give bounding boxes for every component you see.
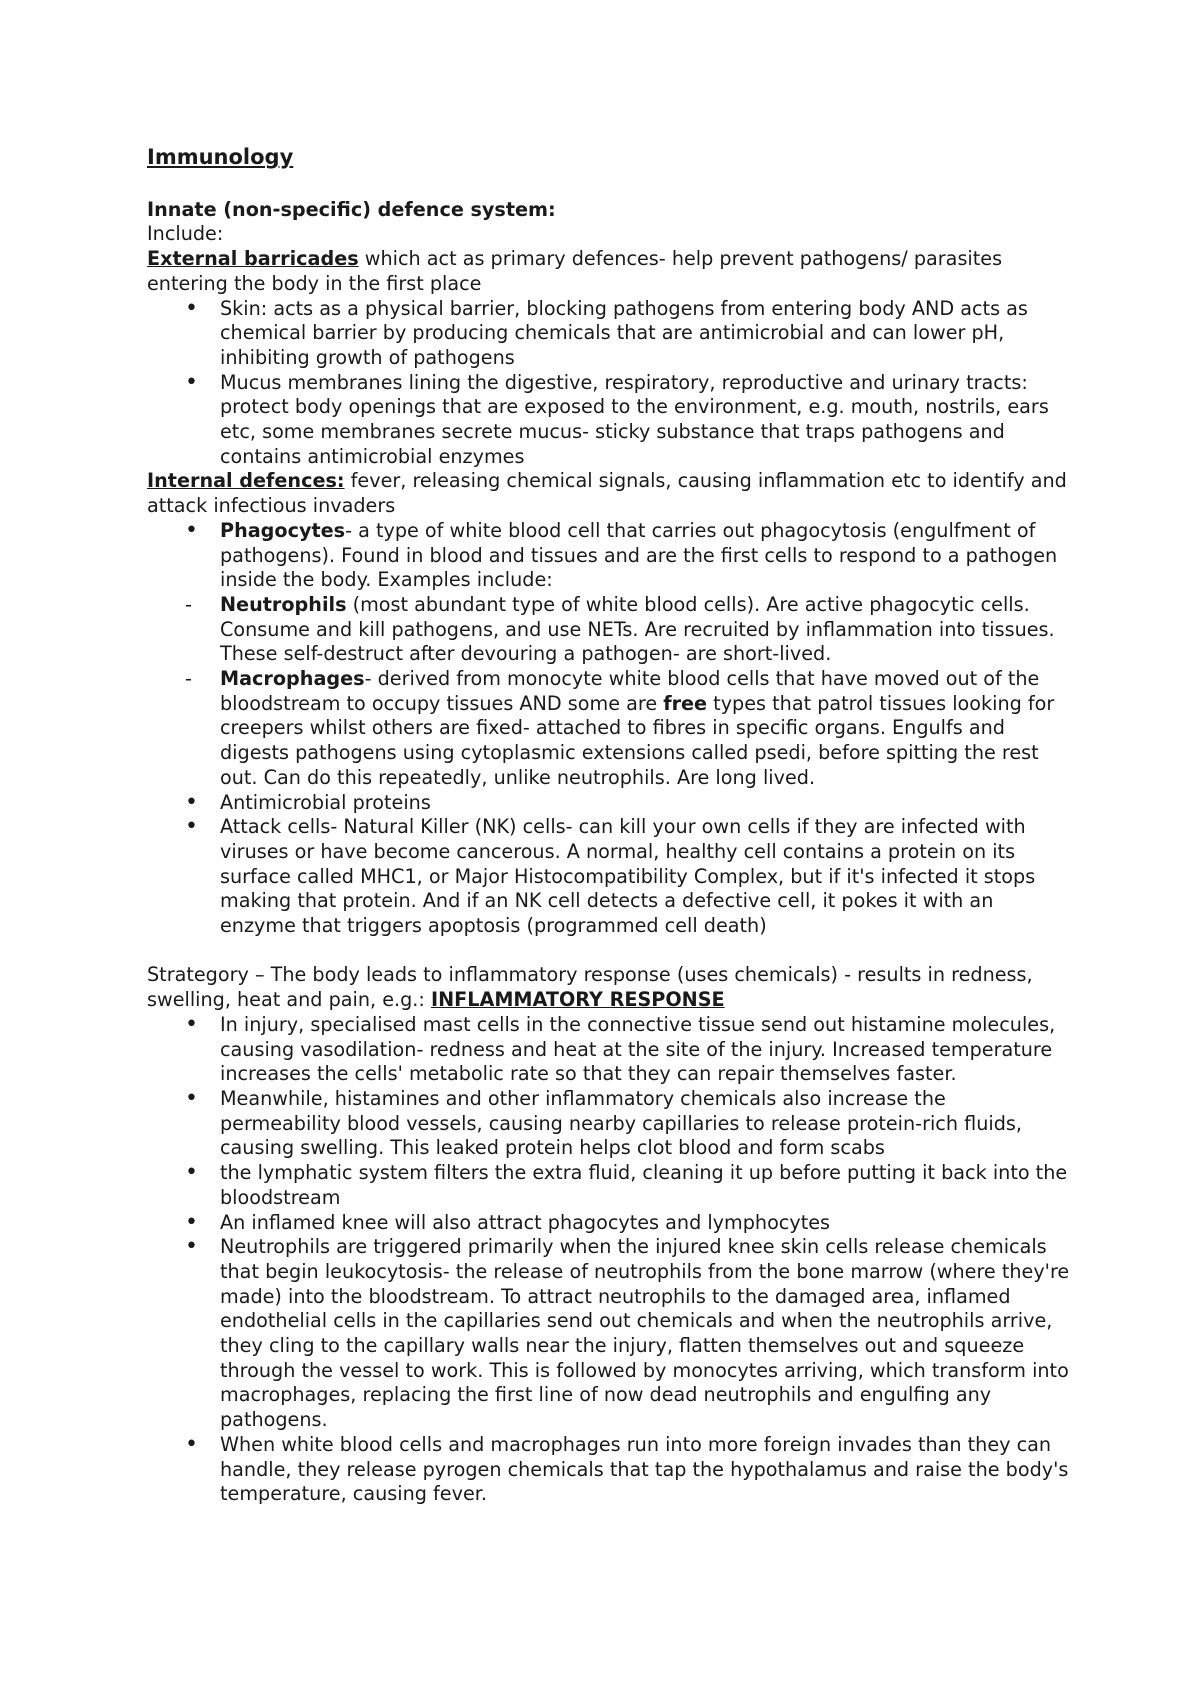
list-item-text: - a type of white blood cell that carries out phagocytosis (engulfment of pathogens). Found in blood and tissues and are the first cells to respond to a pathogen inside the body. Examples include: — [220, 518, 1058, 592]
list-item-text: Attack cells- Natural Killer (NK) cells- can kill your own cells if they are infected with viruses or have become cancerous. A normal, healthy cell contains a protein on its surface called MHC1, or Major Histocompatibility Complex, but if it's infected it stops making that protein. And if an NK cell detects a defective cell, it pokes it with an enzyme that triggers apoptosis (programmed cell death) — [220, 815, 1036, 938]
external-paragraph — [147, 247, 1072, 296]
dash-icon — [185, 667, 205, 692]
list-item — [147, 1433, 1072, 1507]
list-item-phagocytes — [147, 519, 1072, 593]
bullet-icon — [185, 1433, 205, 1458]
bullet-icon — [185, 297, 205, 322]
bullet-icon — [185, 815, 205, 840]
inflammatory-list — [147, 1013, 1072, 1507]
list-item-mucus — [147, 371, 1072, 470]
list-item-text: Mucus membranes lining the digestive, respiratory, reproductive and urinary tracts: protect body openings that are exposed to the environment, e.g. mouth, nostrils, ears etc, some membranes secrete mucus- sticky substance that traps pathogens and contains antimicrobial enzymes — [220, 370, 1049, 468]
strategy-text: Strategory – The body leads to inflammatory response (uses chemicals) - results in redness, swelling, heat and pain, e.g.: — [147, 963, 1033, 1012]
list-item — [147, 1013, 1072, 1087]
spacer — [147, 939, 1072, 964]
bullet-icon — [185, 791, 205, 816]
list-item-text: Neutrophils are triggered primarily when the injured knee skin cells release chemicals that begin leukocytosis- the release of neutrophils from the bone marrow (where they're made) into the bloodstream. To attract neutrophils to the damaged area, inflamed endothelial cells in the capillaries send out chemicals and when the neutrophils arrive, they cling to the capillary walls near the injury, flatten themselves out and squeeze through the vessel to work. This is followed by monocytes arriving, which transform into macrophages, replacing the first line of now dead neutrophils and engulfing any pathogens. — [220, 1235, 1070, 1432]
list-item-text: Antimicrobial proteins — [220, 790, 431, 814]
internal-text: fever, releasing chemical signals, causing inflammation etc to identify and attack infectious invaders — [147, 469, 1067, 518]
list-item — [147, 1087, 1072, 1161]
bullet-icon — [185, 371, 205, 396]
bullet-icon — [185, 1087, 205, 1112]
list-item-text: - derived from monocyte white blood cells that have moved out of the bloodstream to occupy tissues AND some are — [220, 667, 1040, 715]
free-term: free — [663, 691, 708, 715]
internal-paragraph — [147, 469, 1072, 518]
document-title: Immunology — [147, 145, 294, 169]
innate-heading: Innate (non-specific) defence system: — [147, 197, 556, 221]
neutrophils-term: Neutrophils — [220, 592, 347, 616]
list-item-text: When white blood cells and macrophages run into more foreign invades than they can handle, they release pyrogen chemicals that tap the hypothalamus and raise the body's temperature, causing fever. — [220, 1432, 1069, 1506]
phagocytes-term: Phagocytes — [220, 518, 346, 542]
external-text: which act as primary defences- help prevent pathogens/ parasites entering the body in the first place — [147, 247, 1003, 295]
external-label: External barricades — [147, 247, 359, 271]
list-item-text: Skin: acts as a physical barrier, blocking pathogens from entering body AND acts as chemical barrier by producing chemicals that are antimicrobial and can lower pH, inhibiting growth of pathogens — [220, 296, 1028, 369]
macrophages-term: Macrophages — [220, 667, 365, 691]
bullet-icon — [185, 1235, 205, 1260]
internal-label: Internal defences: — [147, 469, 345, 493]
list-item — [147, 1235, 1072, 1433]
list-item-text: In injury, specialised mast cells in the connective tissue send out histamine molecules, causing vasodilation- redness and heat at the site of the injury. Increased temperature increases the cells' metabolic rate so that they can repair themselves faster. — [220, 1012, 1056, 1086]
list-item-text: types that patrol tissues looking for creepers whilst others are fixed- attached to fibres in specific organs. Engulfs and digests pathogens using cytoplasmic extensions called psedi, before spitting the rest out. Can do this repeatedly, unlike neutrophils. Are long lived. — [220, 691, 1055, 789]
external-list — [147, 297, 1072, 470]
list-item — [147, 1161, 1072, 1210]
document-page — [147, 145, 1072, 1507]
list-item-text: Meanwhile, histamines and other inflammatory chemicals also increase the permeability blood vessels, causing nearby capillaries to release protein-rich fluids, causing swelling. This leaked protein helps clot blood and form scabs — [220, 1087, 1022, 1160]
bullet-icon — [185, 519, 205, 544]
dash-icon — [185, 593, 205, 618]
inflammatory-response-label: INFLAMMATORY RESPONSE — [430, 988, 725, 1012]
list-item-skin — [147, 297, 1072, 371]
list-item-text: (most abundant type of white blood cells). Are active phagocytic cells. Consume and kill pathogens, and use NETs. Are recruited by inflammation into tissues. These self-destruct after devouring a pathogen- are short-lived. — [220, 592, 1055, 666]
list-item-text: An inflamed knee will also attract phagocytes and lymphocytes — [220, 1210, 831, 1234]
list-item-neutrophils — [147, 593, 1072, 667]
bullet-icon — [185, 1211, 205, 1236]
list-item-antimicrobial — [147, 791, 1072, 816]
internal-list — [147, 519, 1072, 939]
bullet-icon — [185, 1013, 205, 1038]
list-item — [147, 1211, 1072, 1236]
bullet-icon — [185, 1161, 205, 1186]
list-item-attack-cells — [147, 815, 1072, 939]
list-item-macrophages — [147, 667, 1072, 791]
strategy-paragraph — [147, 963, 1072, 1012]
list-item-text: the lymphatic system filters the extra fluid, cleaning it up before putting it back into the bloodstream — [220, 1161, 1068, 1209]
include-label: Include: — [147, 222, 224, 246]
